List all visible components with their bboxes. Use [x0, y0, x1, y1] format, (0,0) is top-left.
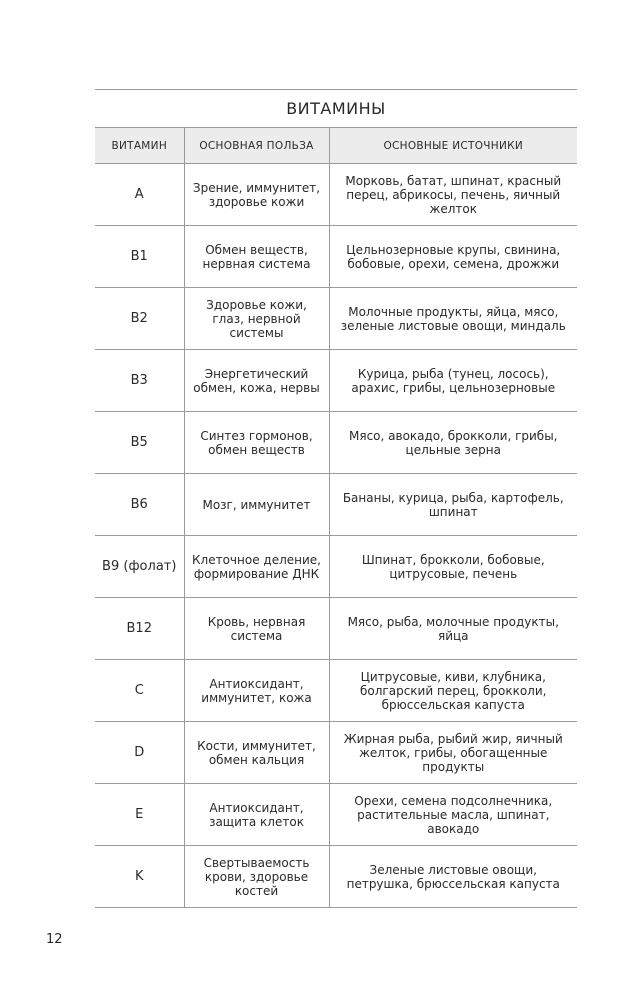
benefit-cell: Мозг, иммунитет: [184, 474, 329, 536]
table-row: [95, 846, 577, 908]
table-header-row: [95, 128, 577, 164]
sources-cell: Курица, рыба (тунец, лосось), арахис, грибы, цельнозерновые: [329, 350, 577, 412]
vitamin-cell: D: [95, 722, 184, 784]
benefit-cell: Антиоксидант, иммунитет, кожа: [184, 660, 329, 722]
sources-cell: Жирная рыба, рыбий жир, яичный желток, грибы, обогащенные продукты: [329, 722, 577, 784]
sources-cell: Морковь, батат, шпинат, красный перец, абрикосы, печень, яичный желток: [329, 164, 577, 226]
vitamins-table: [95, 127, 577, 908]
vitamin-cell: K: [95, 846, 184, 908]
sources-cell: Зеленые листовые овощи, петрушка, брюссельская капуста: [329, 846, 577, 908]
vitamin-cell: C: [95, 660, 184, 722]
sources-cell: Молочные продукты, яйца, мясо, зеленые листовые овощи, миндаль: [329, 288, 577, 350]
benefit-cell: Энергетический обмен, кожа, нервы: [184, 350, 329, 412]
table-row: [95, 350, 577, 412]
table-row: [95, 722, 577, 784]
header-vitamin: ВИТАМИН: [95, 128, 184, 164]
benefit-cell: Синтез гормонов, обмен веществ: [184, 412, 329, 474]
vitamin-cell: B12: [95, 598, 184, 660]
vitamin-cell: E: [95, 784, 184, 846]
sources-cell: Орехи, семена подсолнечника, растительные масла, шпинат, авокадо: [329, 784, 577, 846]
sources-cell: Бананы, курица, рыба, картофель, шпинат: [329, 474, 577, 536]
table-row: [95, 660, 577, 722]
vitamin-cell: B5: [95, 412, 184, 474]
vitamin-cell: B9 (фолат): [95, 536, 184, 598]
vitamins-table-block: [95, 89, 577, 908]
vitamin-cell: B6: [95, 474, 184, 536]
table-row: [95, 412, 577, 474]
sources-cell: Мясо, рыба, молочные продукты, яйца: [329, 598, 577, 660]
benefit-cell: Зрение, иммунитет, здоровье кожи: [184, 164, 329, 226]
benefit-cell: Антиоксидант, защита клеток: [184, 784, 329, 846]
header-sources: ОСНОВНЫЕ ИСТОЧНИКИ: [329, 128, 577, 164]
sources-cell: Цельнозерновые крупы, свинина, бобовые, орехи, семена, дрожжи: [329, 226, 577, 288]
table-row: [95, 598, 577, 660]
table-row: [95, 226, 577, 288]
vitamin-cell: A: [95, 164, 184, 226]
sources-cell: Шпинат, брокколи, бобовые, цитрусовые, печень: [329, 536, 577, 598]
benefit-cell: Кости, иммунитет, обмен кальция: [184, 722, 329, 784]
benefit-cell: Обмен веществ, нервная система: [184, 226, 329, 288]
sources-cell: Мясо, авокадо, брокколи, грибы, цельные зерна: [329, 412, 577, 474]
table-row: [95, 784, 577, 846]
benefit-cell: Кровь, нервная система: [184, 598, 329, 660]
page-number: 12: [46, 932, 63, 947]
benefit-cell: Здоровье кожи, глаз, нервной системы: [184, 288, 329, 350]
vitamin-cell: B3: [95, 350, 184, 412]
benefit-cell: Клеточное деление, формирование ДНК: [184, 536, 329, 598]
table-row: [95, 164, 577, 226]
table-row: [95, 288, 577, 350]
table-row: [95, 474, 577, 536]
table-row: [95, 536, 577, 598]
sources-cell: Цитрусовые, киви, клубника, болгарский перец, брокколи, брюссельская капуста: [329, 660, 577, 722]
vitamin-cell: B2: [95, 288, 184, 350]
table-title: ВИТАМИНЫ: [286, 99, 386, 118]
vitamin-cell: B1: [95, 226, 184, 288]
benefit-cell: Свертываемость крови, здоровье костей: [184, 846, 329, 908]
header-benefit: ОСНОВНАЯ ПОЛЬЗА: [184, 128, 329, 164]
